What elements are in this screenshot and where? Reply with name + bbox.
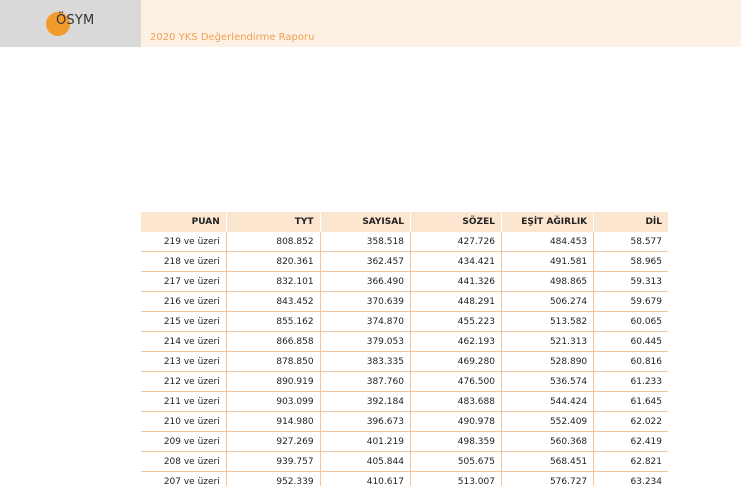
cell-sozel: 462.193 bbox=[410, 332, 501, 352]
cell-esit-agirlik: 544.424 bbox=[501, 392, 593, 412]
column-header-sozel: SÖZEL bbox=[410, 212, 501, 232]
table-row bbox=[141, 232, 668, 252]
cell-tyt: 866.858 bbox=[226, 332, 320, 352]
cell-puan: 217 ve üzeri bbox=[141, 272, 226, 292]
table-row bbox=[141, 332, 668, 352]
cell-tyt: 878.850 bbox=[226, 352, 320, 372]
cell-esit-agirlik: 484.453 bbox=[501, 232, 593, 252]
cell-tyt: 927.269 bbox=[226, 432, 320, 452]
table-row bbox=[141, 272, 668, 292]
cell-sayisal: 396.673 bbox=[320, 412, 410, 432]
cell-tyt: 952.339 bbox=[226, 472, 320, 486]
table-row bbox=[141, 372, 668, 392]
cell-sayisal: 405.844 bbox=[320, 452, 410, 472]
cell-dil: 59.679 bbox=[594, 292, 668, 312]
cell-sozel: 427.726 bbox=[410, 232, 501, 252]
cell-esit-agirlik: 513.582 bbox=[501, 312, 593, 332]
report-title: 2020 YKS Değerlendirme Raporu bbox=[150, 32, 315, 43]
cell-dil: 58.577 bbox=[594, 232, 668, 252]
cell-esit-agirlik: 576.727 bbox=[501, 472, 593, 486]
table-row bbox=[141, 412, 668, 432]
cell-esit-agirlik: 568.451 bbox=[501, 452, 593, 472]
cell-sozel: 513.007 bbox=[410, 472, 501, 486]
cell-tyt: 820.361 bbox=[226, 252, 320, 272]
cell-sozel: 434.421 bbox=[410, 252, 501, 272]
header-band bbox=[141, 0, 741, 47]
cell-tyt: 832.101 bbox=[226, 272, 320, 292]
column-header-dil: DİL bbox=[594, 212, 668, 232]
cell-sayisal: 366.490 bbox=[320, 272, 410, 292]
cell-sozel: 505.675 bbox=[410, 452, 501, 472]
cell-dil: 60.065 bbox=[594, 312, 668, 332]
cell-sozel: 490.978 bbox=[410, 412, 501, 432]
table-row bbox=[141, 252, 668, 272]
cell-sayisal: 392.184 bbox=[320, 392, 410, 412]
column-header-esit-agirlik: EŞİT AĞIRLIK bbox=[501, 212, 593, 232]
cell-sayisal: 379.053 bbox=[320, 332, 410, 352]
cell-dil: 61.233 bbox=[594, 372, 668, 392]
column-header-tyt: TYT bbox=[226, 212, 320, 232]
column-header-sayisal: SAYISAL bbox=[320, 212, 410, 232]
table-row bbox=[141, 432, 668, 452]
cell-dil: 62.022 bbox=[594, 412, 668, 432]
table-row bbox=[141, 472, 668, 486]
cell-sayisal: 387.760 bbox=[320, 372, 410, 392]
cell-puan: 213 ve üzeri bbox=[141, 352, 226, 372]
table-row bbox=[141, 352, 668, 372]
logo-area bbox=[0, 0, 141, 47]
score-table bbox=[141, 212, 668, 486]
cell-tyt: 843.452 bbox=[226, 292, 320, 312]
cell-esit-agirlik: 498.865 bbox=[501, 272, 593, 292]
cell-puan: 214 ve üzeri bbox=[141, 332, 226, 352]
logo-text: ÖSYM bbox=[56, 13, 95, 28]
cell-dil: 62.821 bbox=[594, 452, 668, 472]
cell-sozel: 455.223 bbox=[410, 312, 501, 332]
cell-esit-agirlik: 552.409 bbox=[501, 412, 593, 432]
table-row bbox=[141, 452, 668, 472]
cell-dil: 60.445 bbox=[594, 332, 668, 352]
cell-tyt: 808.852 bbox=[226, 232, 320, 252]
cell-tyt: 855.162 bbox=[226, 312, 320, 332]
column-header-puan: PUAN bbox=[141, 212, 226, 232]
cell-puan: 210 ve üzeri bbox=[141, 412, 226, 432]
cell-sozel: 469.280 bbox=[410, 352, 501, 372]
table-row bbox=[141, 312, 668, 332]
cell-sayisal: 401.219 bbox=[320, 432, 410, 452]
table-row bbox=[141, 392, 668, 412]
cell-esit-agirlik: 491.581 bbox=[501, 252, 593, 272]
cell-dil: 58.965 bbox=[594, 252, 668, 272]
cell-puan: 212 ve üzeri bbox=[141, 372, 226, 392]
cell-esit-agirlik: 528.890 bbox=[501, 352, 593, 372]
cell-sayisal: 383.335 bbox=[320, 352, 410, 372]
cell-sozel: 483.688 bbox=[410, 392, 501, 412]
cell-sozel: 448.291 bbox=[410, 292, 501, 312]
table-row bbox=[141, 292, 668, 312]
cell-sayisal: 362.457 bbox=[320, 252, 410, 272]
cell-esit-agirlik: 560.368 bbox=[501, 432, 593, 452]
cell-esit-agirlik: 536.574 bbox=[501, 372, 593, 392]
cell-dil: 61.645 bbox=[594, 392, 668, 412]
cell-dil: 59.313 bbox=[594, 272, 668, 292]
cell-puan: 215 ve üzeri bbox=[141, 312, 226, 332]
cell-dil: 62.419 bbox=[594, 432, 668, 452]
cell-puan: 209 ve üzeri bbox=[141, 432, 226, 452]
cell-tyt: 903.099 bbox=[226, 392, 320, 412]
cell-sayisal: 370.639 bbox=[320, 292, 410, 312]
cell-dil: 60.816 bbox=[594, 352, 668, 372]
cell-puan: 216 ve üzeri bbox=[141, 292, 226, 312]
cell-sayisal: 374.870 bbox=[320, 312, 410, 332]
cell-esit-agirlik: 521.313 bbox=[501, 332, 593, 352]
cell-sayisal: 410.617 bbox=[320, 472, 410, 486]
cell-dil: 63.234 bbox=[594, 472, 668, 486]
cell-puan: 219 ve üzeri bbox=[141, 232, 226, 252]
cell-sayisal: 358.518 bbox=[320, 232, 410, 252]
table-body bbox=[141, 232, 668, 486]
cell-sozel: 476.500 bbox=[410, 372, 501, 392]
cell-sozel: 498.359 bbox=[410, 432, 501, 452]
cell-puan: 218 ve üzeri bbox=[141, 252, 226, 272]
cell-sozel: 441.326 bbox=[410, 272, 501, 292]
table-header-row bbox=[141, 212, 668, 232]
cell-puan: 211 ve üzeri bbox=[141, 392, 226, 412]
cell-puan: 207 ve üzeri bbox=[141, 472, 226, 486]
cell-tyt: 914.980 bbox=[226, 412, 320, 432]
cell-esit-agirlik: 506.274 bbox=[501, 292, 593, 312]
cell-puan: 208 ve üzeri bbox=[141, 452, 226, 472]
cell-tyt: 939.757 bbox=[226, 452, 320, 472]
cell-tyt: 890.919 bbox=[226, 372, 320, 392]
